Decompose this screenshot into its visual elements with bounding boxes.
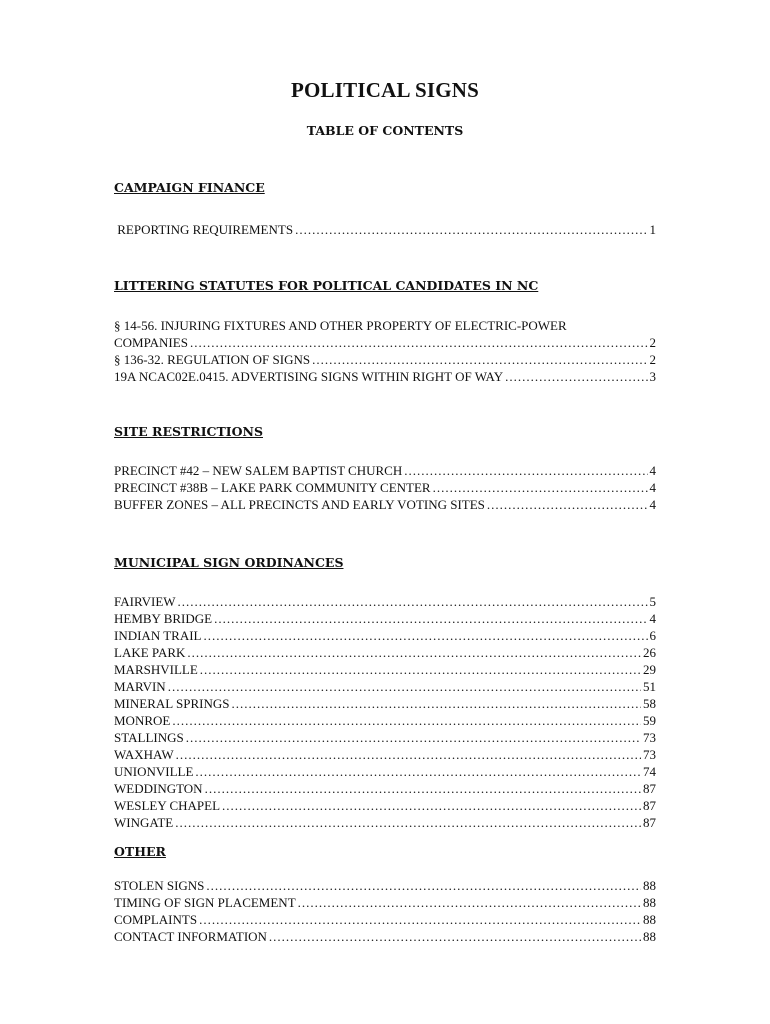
toc-entry[interactable]: [114, 661, 656, 678]
toc-entry-title: WEDDINGTON: [114, 781, 203, 796]
toc-leader-dots: [222, 797, 641, 814]
toc-entry[interactable]: [114, 928, 656, 945]
toc-leader-dots: [214, 610, 647, 627]
toc-entry[interactable]: [114, 894, 656, 911]
toc-entry[interactable]: [114, 334, 656, 351]
toc-entry-title: UNIONVILLE: [114, 764, 194, 779]
toc-entry-title: COMPANIES: [114, 335, 188, 350]
toc-leader-dots: [200, 661, 641, 678]
toc-entry-page: 2: [649, 335, 656, 350]
toc-entry-page: 58: [643, 696, 656, 711]
toc-list-site-restrictions: [114, 462, 656, 513]
toc-list-littering: [114, 317, 656, 385]
toc-entry-page: 2: [649, 352, 656, 367]
toc-entry-title: MONROE: [114, 713, 171, 728]
toc-entry[interactable]: [114, 644, 656, 661]
toc-entry-page: 3: [649, 369, 656, 384]
toc-entry-title: § 14-56. INJURING FIXTURES AND OTHER PROPERTY OF ELECTRIC-POWER: [114, 318, 567, 333]
section-heading-other: OTHER: [114, 844, 166, 859]
toc-entry-page: 87: [643, 815, 656, 830]
toc-list-other: [114, 877, 656, 945]
toc-entry[interactable]: [114, 780, 656, 797]
toc-leader-dots: [187, 644, 641, 661]
toc-leader-dots: [433, 479, 648, 496]
toc-entry[interactable]: [114, 911, 656, 928]
toc-entry-title: TIMING OF SIGN PLACEMENT: [114, 895, 296, 910]
toc-entry-page: 59: [643, 713, 656, 728]
toc-entry[interactable]: [114, 462, 656, 479]
toc-entry-title: MINERAL SPRINGS: [114, 696, 230, 711]
toc-leader-dots: [168, 678, 641, 695]
toc-entry-title: MARSHVILLE: [114, 662, 198, 677]
toc-entry-page: 4: [649, 611, 656, 626]
toc-entry-page: 4: [649, 480, 656, 495]
toc-subtitle: TABLE OF CONTENTS: [306, 123, 464, 138]
section-heading-site-restrictions: SITE RESTRICTIONS: [114, 424, 263, 439]
toc-leader-dots: [269, 928, 641, 945]
toc-entry[interactable]: [114, 678, 656, 695]
toc-entry-page: 74: [643, 764, 656, 779]
toc-leader-dots: [505, 368, 647, 385]
toc-entry[interactable]: [114, 763, 656, 780]
toc-entry-page: 73: [643, 747, 656, 762]
toc-entry[interactable]: [114, 221, 656, 238]
toc-leader-dots: [199, 911, 641, 928]
toc-entry[interactable]: [114, 368, 656, 385]
toc-leader-dots: [176, 746, 641, 763]
toc-entry-page: 73: [643, 730, 656, 745]
toc-entry-title: FAIRVIEW: [114, 594, 176, 609]
toc-entry-page: 1: [649, 222, 656, 237]
toc-leader-dots: [186, 729, 641, 746]
toc-leader-dots: [175, 814, 641, 831]
toc-entry[interactable]: [114, 496, 656, 513]
toc-entry[interactable]: [114, 351, 656, 368]
toc-leader-dots: [298, 894, 641, 911]
toc-entry-page: 6: [649, 628, 656, 643]
toc-entry[interactable]: [114, 695, 656, 712]
section-heading-campaign-finance: CAMPAIGN FINANCE: [114, 180, 265, 195]
toc-entry-title: PRECINCT #38B – LAKE PARK COMMUNITY CENTER: [114, 480, 431, 495]
toc-leader-dots: [206, 877, 641, 894]
toc-entry-title: LAKE PARK: [114, 645, 186, 660]
toc-entry-page: 29: [643, 662, 656, 677]
toc-entry-title: WINGATE: [114, 815, 174, 830]
toc-entry[interactable]: [114, 593, 656, 610]
toc-entry-page: 88: [643, 929, 656, 944]
toc-entry-title: CONTACT INFORMATION: [114, 929, 267, 944]
toc-entry-title: WESLEY CHAPEL: [114, 798, 221, 813]
toc-entry[interactable]: [114, 627, 656, 644]
toc-leader-dots: [178, 593, 648, 610]
toc-entry-title: WAXHAW: [114, 747, 174, 762]
toc-leader-dots: [204, 627, 648, 644]
section-heading-littering: LITTERING STATUTES FOR POLITICAL CANDIDATES IN NC: [114, 278, 539, 293]
toc-entry[interactable]: [114, 610, 656, 627]
toc-leader-dots: [205, 780, 641, 797]
toc-entry[interactable]: [114, 729, 656, 746]
toc-entry[interactable]: [114, 877, 656, 894]
section-heading-municipal: MUNICIPAL SIGN ORDINANCES: [114, 555, 344, 570]
document-title: POLITICAL SIGNS: [291, 78, 479, 102]
toc-entry-title: REPORTING REQUIREMENTS: [114, 222, 294, 237]
toc-entry-first-line[interactable]: [114, 317, 656, 334]
toc-leader-dots: [172, 712, 641, 729]
toc-entry-title: INDIAN TRAIL: [114, 628, 202, 643]
toc-entry-title: § 136-32. REGULATION OF SIGNS: [114, 352, 311, 367]
toc-entry-title: STALLINGS: [114, 730, 184, 745]
toc-entry[interactable]: [114, 814, 656, 831]
toc-entry-page: 5: [649, 594, 656, 609]
toc-leader-dots: [231, 695, 641, 712]
toc-entry[interactable]: [114, 746, 656, 763]
toc-leader-dots: [190, 334, 648, 351]
toc-leader-dots: [195, 763, 641, 780]
toc-leader-dots: [404, 462, 647, 479]
toc-entry-page: 88: [643, 878, 656, 893]
toc-entry-page: 88: [643, 912, 656, 927]
toc-entry-title: 19A NCAC02E.0415. ADVERTISING SIGNS WITHIN RIGHT OF WAY: [114, 369, 504, 384]
toc-entry-page: 87: [643, 798, 656, 813]
toc-entry-page: 51: [643, 679, 656, 694]
toc-entry-page: 4: [649, 497, 656, 512]
toc-entry-page: 26: [643, 645, 656, 660]
toc-leader-dots: [312, 351, 647, 368]
toc-entry-title: BUFFER ZONES – ALL PRECINCTS AND EARLY VOTING SITES: [114, 497, 485, 512]
toc-list-campaign-finance: [114, 221, 656, 238]
toc-entry-title: PRECINCT #42 – NEW SALEM BAPTIST CHURCH: [114, 463, 403, 478]
toc-entry-page: 88: [643, 895, 656, 910]
toc-entry-title: STOLEN SIGNS: [114, 878, 205, 893]
toc-entry[interactable]: [114, 797, 656, 814]
toc-entry[interactable]: [114, 479, 656, 496]
toc-entry[interactable]: [114, 712, 656, 729]
toc-leader-dots: [487, 496, 648, 513]
toc-entry-title: HEMBY BRIDGE: [114, 611, 213, 626]
toc-entry-page: 87: [643, 781, 656, 796]
toc-entry-page: 4: [649, 463, 656, 478]
toc-entry-title: COMPLAINTS: [114, 912, 198, 927]
toc-list-municipal: [114, 593, 656, 831]
toc-entry-title: MARVIN: [114, 679, 166, 694]
toc-leader-dots: [295, 221, 647, 238]
